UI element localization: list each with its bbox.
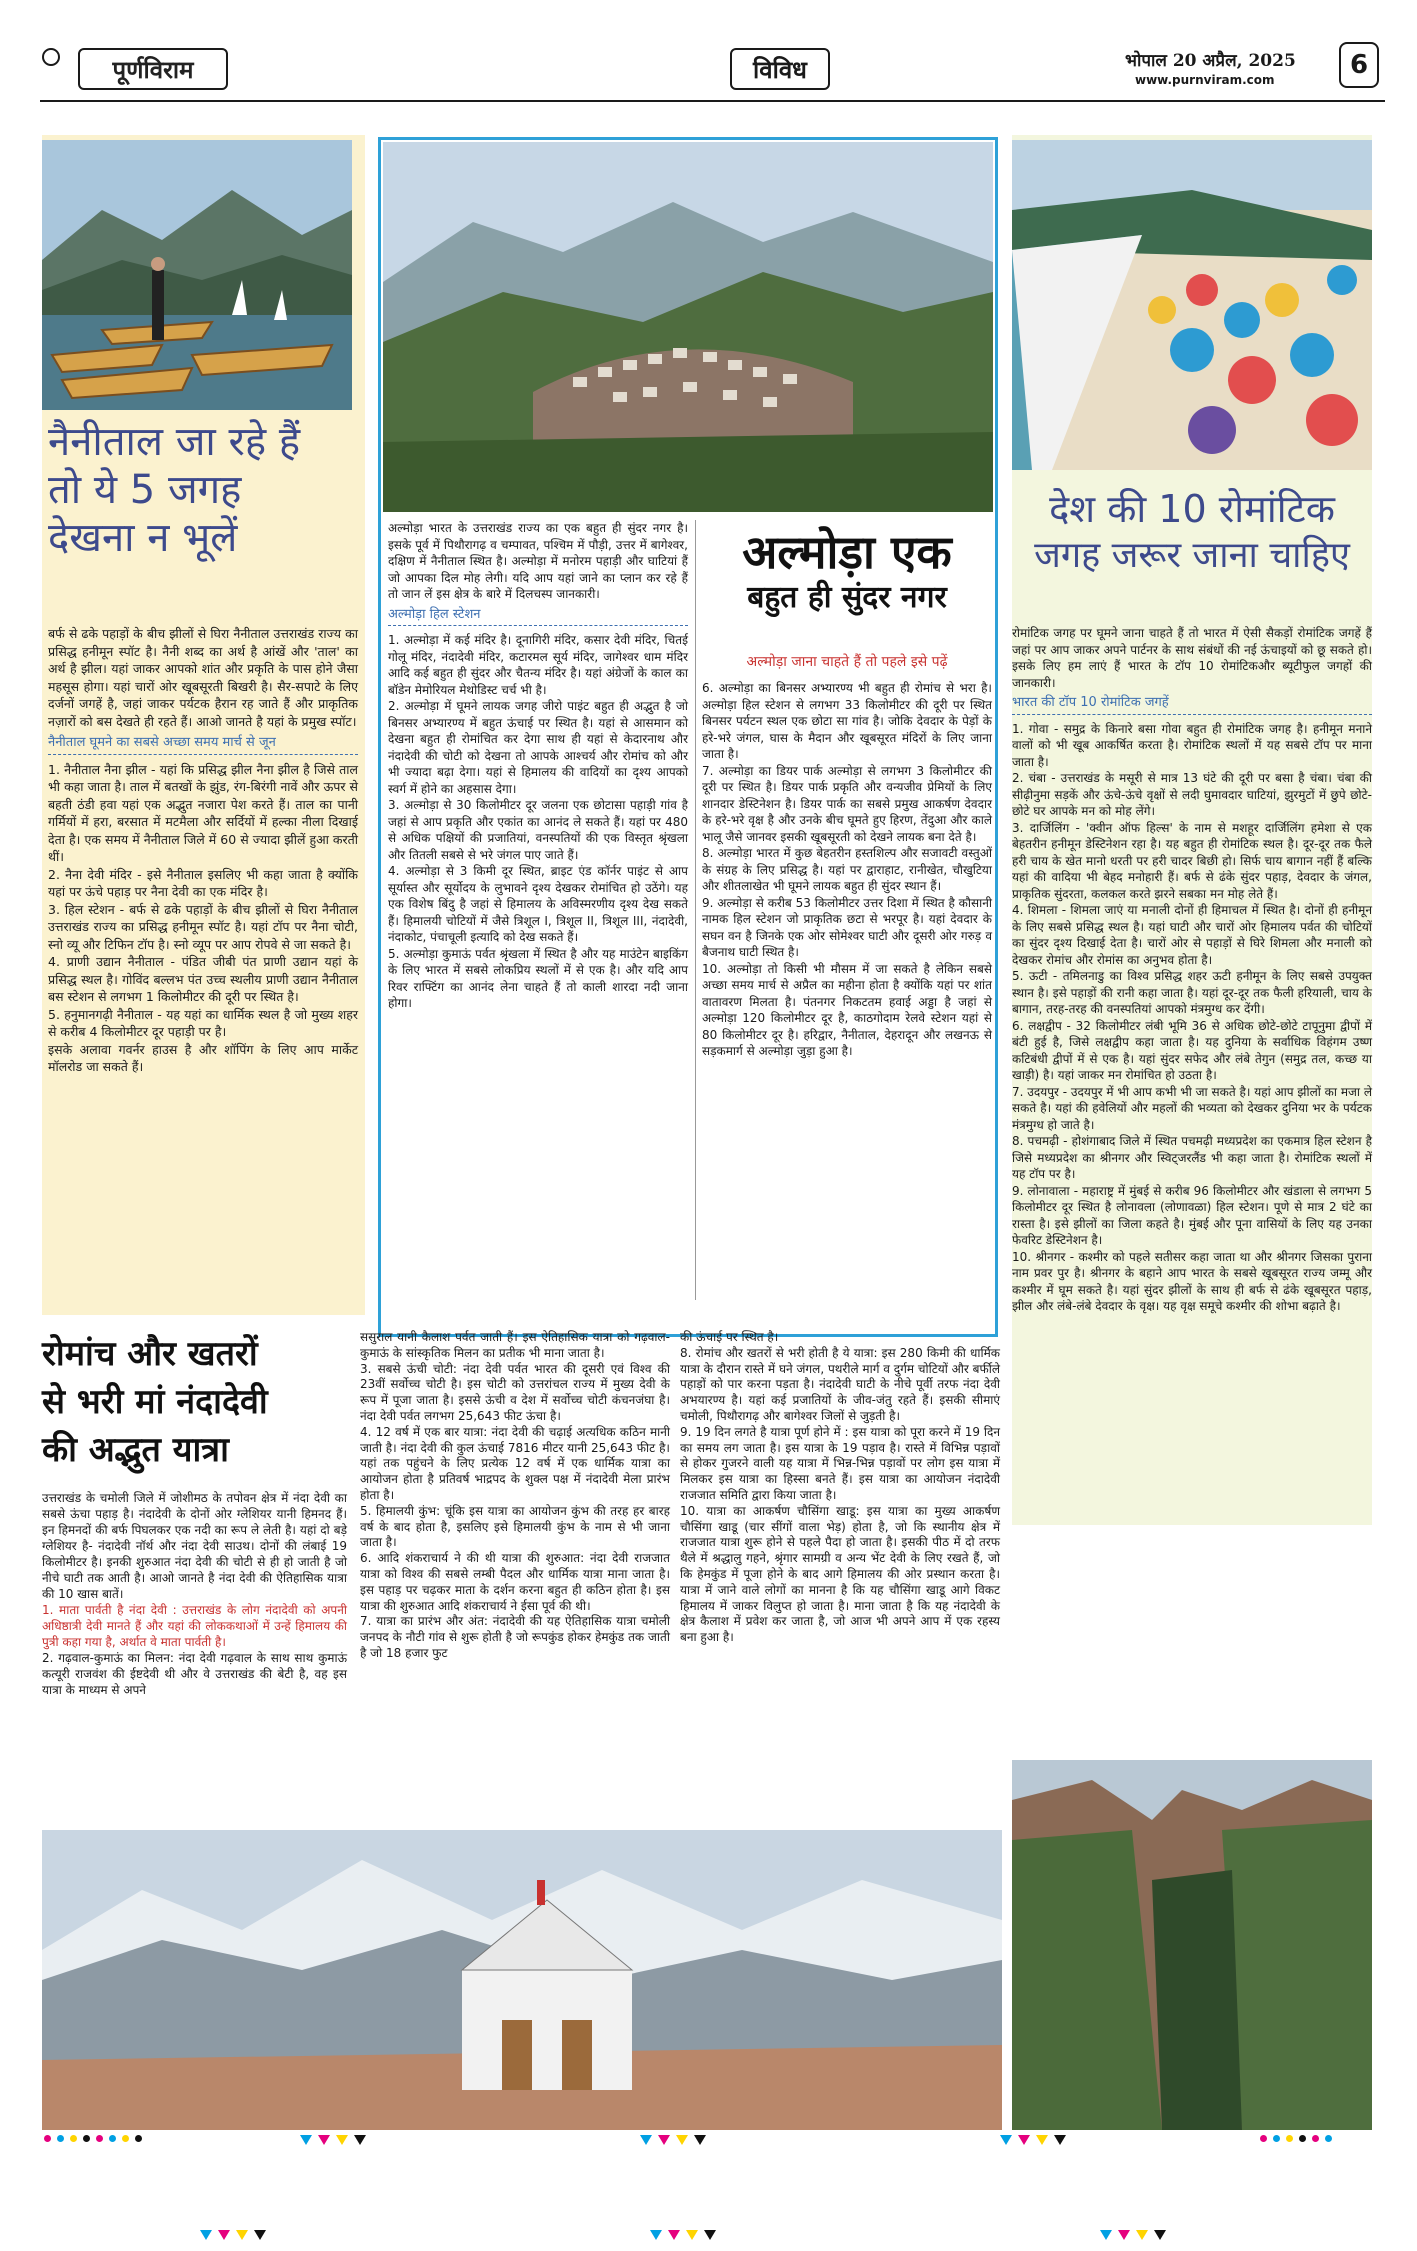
romantic-item: 6. लक्षद्वीप - 32 किलोमीटर लंबी भूमि 36 से अधिक छोटे-छोटे टापूनुमा द्वीपों में बंटी हुई है, जिसे लक्षद्वीप कहा जाता है। यह दुनिया के सर्वाधिक विहंगम उष्ण कटिबंधी द्वीपों में से एक है। यहां सुंदर सफेद और लंबे तेगुन (समुद्र तल, कच्छ या खाड़ी) है। यहां जाकर मन रोमांचित हो उठता है। <box>1012 1018 1372 1082</box>
almora-item: 6. अल्मोड़ा का बिनसर अभ्यारण्य भी बहुत ही रोमांच से भरा है। अल्मोड़ा हिल स्टेशन से लगभग 33 किलोमीटर की दूरी पर स्थित बिनसर पर्यटन स्थल एक छोटा सा गांव है। जोकि देवदार के पेड़ों के हरे-भरे जंगल, घास के मैदान और खूबसूरत मंदिरों के लिए जाना जाता है। <box>702 681 992 761</box>
column-rule <box>695 520 696 1300</box>
almora-item: 7. अल्मोड़ा का डियर पार्क अल्मोड़ा से लगभग 3 किलोमीटर की दूरी पर स्थित है। डियर पार्क प्रकृति और वन्यजीव प्रेमियों के लिए शानदार डेस्टिनेशन है। डियर पार्क का सबसे प्रमुख आकर्षण देवदार के हरे-भरे वृक्ष है और उनके बीच घूमते हुए हिरण, तेंदुआ और काले भालू जैसे जानवर इसकी खूबसूरती को देखने लायक बना देते है। <box>702 763 992 844</box>
printer-color-dots <box>44 2135 142 2142</box>
nanda-item: 1. माता पार्वती है नंदा देवी : उत्तराखंड के लोग नंदादेवी को अपनी अधिष्ठात्री देवी मानते हैं और यहां की लोककथाओं में उन्हें हिमालय की पुत्री कहा गया है, अर्थात वे माता पार्वती है। <box>42 1603 347 1649</box>
nanda-title <box>42 1330 352 1474</box>
nanda-item: 7. यात्रा का प्रारंभ और अंत: नंदादेवी की यह ऐतिहासिक यात्रा चमोली जनपद के नौटी गांव से शुरू होती है जो रूपकुंड होकर हेमकुंड तक जाती है जो 18 हजार फुट <box>360 1614 670 1660</box>
almora-subhead: अल्मोड़ा हिल स्टेशन <box>388 607 688 627</box>
romantic-title <box>1012 485 1372 579</box>
almora-item: 4. अल्मोड़ा से 3 किमी दूर स्थित, ब्राइट एंड कॉर्नर पाइंट से आप सूर्यास्त और सूर्योदय के लुभावने दृश्य देखकर रोमांचित हो उठेंगे। यह एक विशेष बिंदु है जहां से हिमालय के अविस्मरणीय दृश्य देख सकते हैं। हिमालयी चोटियों में जैसे त्रिशूल I, त्रिशूल II, त्रिशूल III, नंदादेवी, नंदाकोट, पंचाचूली इत्यादि को देख सकते हैं। <box>388 864 688 944</box>
almora-col2 <box>702 680 992 1060</box>
nanda-title-line-2: से भरी मां नंदादेवी <box>42 1382 268 1422</box>
goa-beach-photo <box>1012 140 1372 470</box>
section-label: विविध <box>730 48 830 90</box>
almora-kicker: अल्मोड़ा जाना चाहते हैं तो पहले इसे पढ़ें <box>746 654 948 670</box>
nanda-item: 10. यात्रा का आकर्षण चौसिंगा खाडू: इस यात्रा का मुख्य आकर्षण चौसिंगा खाडू (चार सींगों वाला भेड़) होता है, जो कि स्थानीय क्षेत्र में राजजात यात्रा शुरू होने से पहले पैदा हो जाता है। इसकी पीठ में दो तरफ थैले में श्रद्धालु गहने, श्रृंगार सामग्री व अन्य भेंट देवी के लिए रखते हैं, जो कि हेमकुंड में पूजा होने के बाद आगे हिमालय की ओर प्रस्थान करता है। यात्रा में जाने वाले लोगों का मानना है कि यह चौसिंगा खाडू आगे विकट हिमालय में जाकर विलुप्त हो जाता है। माना जाता है कि यह नंदादेवी के क्षेत्र कैलाश में प्रवेश कर जाता है, जो आज भी अपने आप में एक रहस्य बना हुआ है। <box>680 1503 1000 1645</box>
almora-town-photo <box>383 142 993 512</box>
almora-item: 10. अल्मोड़ा तो किसी भी मौसम में जा सकते है लेकिन सबसे अच्छा समय मार्च से अप्रैल का महीना होता है क्योंकि यहां पर शांत वातावरण मिलता है। पंतनगर निकटतम हवाई अड्डा है जहां से अल्मोड़ा 120 किलोमीटर दूर है, काठगोदाम रेलवे स्टेशन यहां से 80 किलोमीटर दूर है। हरिद्वार, नैनीताल, देहरादून और लखनऊ से सड़कमार्ग से अल्मोड़ा जुड़ा हुआ है। <box>702 961 992 1058</box>
almora-item: 9. अल्मोड़ा से करीब 53 किलोमीटर उत्तर दिशा में स्थित है कौसानी नामक हिल स्टेशन जो प्राकृतिक छटा से भरपूर है। यहां देवदार के सघन वन है जिनके एक ओर सोमेश्वर घाटी और दूसरी ओर गरुड़ व बैजनाथ घाटी स्थित है। <box>702 895 992 959</box>
nainital-intro: बर्फ से ढके पहाड़ों के बीच झीलों से घिरा नैनीताल उत्तराखंड राज्य का प्रसिद्ध हनीमून स्पॉट है। नैनी शब्द का अर्थ है आंखें और 'ताल' का अर्थ है झील। यहां जाकर आपको शांत और प्रकृति के पास होने जैसा महसूस होगा। यहां चारों ओर खूबसूरती बिखरी है। सैर-सपाटे के लिए दर्जनों जगहें है, जहां जाकर पर्यटक हैरान रह जाते हैं और प्राकृतिक नज़ारों को बस देखते ही रहते हैं। आओ जानते है यहां के प्रमुख स्पॉट। <box>48 626 358 729</box>
nainital-item: 1. नैनीताल नैना झील - यहां कि प्रसिद्ध झील नैना झील है जिसे ताल भी कहा जाता है। ताल में बतखों के झुंड, रंग-बिरंगी नावें और ऊपर से बहती ठंडी हवा यहां एक अद्भुत नजारा पेश करते हैं। ताल का पानी गर्मियों में हरा, बरसात में मटमैला और सर्दियों में हल्का नीला दिखाई देता है। एक समय में नैनीताल जिले में 60 से ज्यादा झीलें हुआ करती थीं। <box>48 761 358 864</box>
nanda-title-line-3: की अद्भुत यात्रा <box>42 1430 229 1470</box>
romantic-title-line-2: जगह जरूर जाना चाहिए <box>1034 535 1350 576</box>
nanda-para: ससुराल यानी कैलाश पर्वत जाती हैं। इस ऐतिहासिक यात्रा को गढ़वाल-कुमाऊं के सांस्कृतिक मिलन का प्रतीक भी माना जाता है। <box>360 1330 670 1360</box>
nanda-col1 <box>42 1490 347 1698</box>
nanda-para: की ऊंचाई पर स्थित है। <box>680 1330 779 1344</box>
registration-mark-icon <box>42 48 60 66</box>
romantic-item: 9. लोनावाला - महाराष्ट्र में मुंबई से करीब 96 किलोमीटर और खंडाला से लगभग 5 किलोमीटर दूर स्थित है लोनावला (लोणावळा) हिल स्टेशन। पूणे से मात्र 2 घंटे का रास्ता है। इसे झीलों का जिला कहते है। मुंबई और पूना वासियों के लिए यह उनका फेवरिट डेस्टिनेशन है। <box>1012 1183 1372 1247</box>
newspaper-logo: पूर्णविराम <box>78 48 228 90</box>
nainital-title <box>48 418 358 562</box>
romantic-item: 10. श्रीनगर - कश्मीर को पहले सतीसर कहा जाता था और श्रीनगर जिसका पुराना नाम प्रवर पुर है। श्रीनगर के बहाने आप भारत के सबसे खूबसूरत राज्य जम्मू और कश्मीर में घूम सकते है। यहां सुंदर झीलों के साथ ही बर्फ से ढंके खूबसूरत पहाड़, झील और लंबे-लंबे देवदार के वृक्ष। यह वृक्ष समूचे कश्मीर की शोभा बढ़ाते है। <box>1012 1249 1372 1313</box>
almora-title-line-2: बहुत ही सुंदर नगर <box>747 580 947 615</box>
almora-item: 1. अल्मोड़ा में कई मंदिर है। दूनागिरी मंदिर, कसार देवी मंदिर, चितई गोलू मंदिर, नंदादेवी मंदिर, कटारमल सूर्य मंदिर, जागेश्वर धाम मंदिर आदि कई बहुत ही सुंदर और चैतन्य मंदिर है। यहां अंग्रेजों के काल का बॉडेन मेमोरियल मेथोडिस्ट चर्च भी है। <box>388 633 688 697</box>
almora-item: 8. अल्मोड़ा भारत में कुछ बेहतरीन हस्तशिल्प और सजावटी वस्तुओं के संग्रह के लिए प्रसिद्ध है। यहां पर द्वाराहाट, रानीखेत, चौखुटिया और शीतलाखेत भी घूमने लायक बहुत ही सुंदर स्थान हैं। <box>702 846 992 893</box>
romantic-item: 3. दार्जिलिंग - 'क्वीन ऑफ हिल्स' के नाम से मशहूर दार्जिलिंग हमेशा से एक बेहतरीन हनीमून डेस्टिनेशन रहा है। यह बहुत ही रोमांटिक स्थल है। दूर-दूर तक फैले हरी चाय के खेत मानो धरती पर हरी चादर बिछी हो। सिर्फ चाय बागान नहीं हैं बल्कि यहां की वादिया भी बेहद मनोहारी हैं। बर्फ से ढंके सुंदर पहाड़, देवदार के जंगल, प्राकृतिक सुंदरता, कलकल करते झरने सबका मन मोह लेते हैं। <box>1012 820 1372 901</box>
nainital-article <box>48 625 358 1076</box>
almora-item: 3. अल्मोड़ा से 30 किलोमीटर दूर जलना एक छोटासा पहाड़ी गांव है जहां से आप प्रकृति और एकांत का आनंद ले सकते हैं। यहां पर 480 से अधिक पक्षियों की प्रजातियां, वनस्पतियों की एक विस्तृत श्रृंखला और तितली सबसे से भरे जंगल पाए जाते हैं। <box>388 798 688 862</box>
printer-color-triangles <box>1100 2230 1166 2240</box>
almora-item: 5. अल्मोड़ा कुमाऊं पर्वत श्रृंखला में स्थित है और यह माउंटेन बाइकिंग के लिए भारत में सबसे लोकप्रिय स्थलों में से एक है। और यदि आप रिवर राफ्टिंग का आनंद लेना चाहते हैं तो काली शारदा नदी जाना होगा। <box>388 946 688 1010</box>
nanda-item: 8. रोमांच और खतरों से भरी होती है ये यात्रा: इस 280 किमी की धार्मिक यात्रा के दौरान रास्ते में घने जंगल, पथरीले मार्ग व दुर्गम चोटियों और बर्फीले पहाड़ों को पार करना पड़ता है। नंदादेवी घाटी के नीचे पूर्वी तरफ नंदा देवी अभयारण्य है। यहां कई प्रजातियों के जीव-जंतु रहते हैं। इसकी सीमाएं चमोली, पिथौरागढ़ और बागेश्वर जिलों से जुड़ती है। <box>680 1345 1000 1423</box>
printer-color-dots <box>1260 2135 1332 2142</box>
printer-color-triangles <box>640 2135 706 2145</box>
romantic-article <box>1012 625 1372 1315</box>
romantic-item: 2. चंबा - उत्तराखंड के मसूरी से मात्र 13 घंटे की दूरी पर बसा है चंबा। चंबा की सीढ़ीनुमा सड़कें और ऊंचे-ऊंचे वृक्षों से लदी घुमावदार घाटियां, झुरमुटों में छुपे छोटे-छोटे घर आपके मन को मोह लेंगे। <box>1012 771 1372 818</box>
romantic-subhead: भारत की टॉप 10 रोमांटिक जगहें <box>1012 695 1372 715</box>
printer-color-triangles <box>650 2230 716 2240</box>
nanda-col2 <box>360 1330 670 1662</box>
nainital-title-line-2: तो ये 5 जगह <box>48 467 242 513</box>
nainital-subhead: नैनीताल घूमने का सबसे अच्छा समय मार्च से जून <box>48 734 358 755</box>
nanda-col3 <box>680 1330 1000 1646</box>
nainital-title-line-1: नैनीताल जा रहे हैं <box>48 419 301 465</box>
nainital-title-line-3: देखना न भूलें <box>48 515 238 561</box>
almora-intro: अल्मोड़ा भारत के उत्तराखंड राज्य का एक बहुत ही सुंदर नगर है। इसके पूर्व में पिथौरागढ़ व चम्पावत, पश्चिम में पौड़ी, उत्तर में बागेश्वर, दक्षिण में नैनीताल स्थित है। अल्मोड़ा में मनोरम पहाड़ी और घाटियां हैं जो आपका दिल मोह लेगी। यदि आप यहां जाने का प्लान कर रहे हैं तो जान लें इस क्षेत्र के बारे में दिलचस्प जानकारी। <box>388 521 688 601</box>
page-number: 6 <box>1339 42 1379 88</box>
nanda-item: 4. 12 वर्ष में एक बार यात्रा: नंदा देवी की चढ़ाई अत्यधिक कठिन मानी जाती है। नंदा देवी की कुल ऊंचाई 7816 मीटर यानी 25,643 फीट है। यहां तक पहुंचने के लिए प्रत्येक 12 वर्ष में एक धार्मिक यात्रा का आयोजन होता है प्रतिवर्ष भाद्रपद के शुक्ल पक्ष में नंदादेवी मेला प्रारंभ होता है। <box>360 1424 670 1502</box>
almora-title <box>702 525 992 617</box>
nanda-item: 2. गढ़वाल-कुमाऊं का मिलन: नंदा देवी गढ़वाल के साथ साथ कुमाऊं कत्यूरी राजवंश की ईष्टदेवी थी और वे उत्तराखंड की बेटी है, वह इस यात्रा के माध्यम से अपने <box>42 1651 347 1697</box>
almora-intro-block <box>388 520 688 1012</box>
romantic-item: 7. उदयपुर - उदयपुर में भी आप कभी भी जा सकते है। यहां आप झीलों का मजा ले सकते है। यहां की हवेलियों और महलों की भव्यता को देखकर दुनिया भर के पर्यटक मंत्रमुग्ध हो जाते है। <box>1012 1084 1372 1132</box>
website-url: www.purnviram.com <box>1135 73 1275 87</box>
dateline: भोपाल 20 अप्रैल, 2025 <box>1125 51 1296 71</box>
nanda-item: 3. सबसे ऊंची चोटी: नंदा देवी पर्वत भारत की दूसरी एवं विश्व की 23वीं सर्वोच्च चोटी है। इस चोटी को उत्तरांचल राज्य में मुख्य देवी के रूप में पूजा जाता है। इससे ऊंची व देश में सर्वोच्च चोटी कंचनजंघा है। नंदा देवी पर्वत लगभग 25,643 फीट ऊंचा है। <box>360 1361 670 1423</box>
nanda-item: 9. 19 दिन लगते है यात्रा पूर्ण होने में : इस यात्रा को पूरा करने में 19 दिन का समय लग जाता है। इस यात्रा के 19 पड़ाव है। रास्ते में विभिन्न पड़ावों से होकर गुजरने वाली यह यात्रा में भिन्न-भिन्न पड़ावों पर लोग इस यात्रा में मिलकर इस यात्रा का हिस्सा बनते हैं। इस यात्रा का आयोजन नंदादेवी राजजात समिति द्वारा किया जाता है। <box>680 1424 1000 1502</box>
nanda-intro: उत्तराखंड के चमोली जिले में जोशीमठ के तपोवन क्षेत्र में नंदा देवी का सबसे ऊंचा पहाड़ है। नंदादेवी के दोनों ओर ग्लेशियर यानी हिमनद हैं। इन हिमनदों की बर्फ पिघलकर एक नदी का रूप ले लेती है। यहां दो बड़े ग्लेशियर है- नंदादेवी नॉर्थ और नंदा देवी साउथ। दोनों की लंबाई 19 किलोमीटर है। इनकी शुरुआत नंदा देवी की चोटी से ही हो जाती है जो नीचे घाटी तक आती है। आओ जानते है नंदा देवी की ऐतिहासिक यात्रा की 10 खास बातें। <box>42 1491 347 1601</box>
almora-title-line-1: अल्मोड़ा एक <box>742 525 952 579</box>
nainital-item: 3. हिल स्टेशन - बर्फ से ढके पहाड़ों के बीच झीलों से घिरा नैनीताल उत्तराखंड राज्य का प्रसिद्ध हनीमून स्पॉट है। यहां टॉप पर नैना चोटी, स्नो व्यू और टिफिन टॉप है। स्नो व्यूप पर आप रोपवे से जा सकते है। <box>48 901 358 952</box>
romantic-intro: रोमांटिक जगह पर घूमने जाना चाहते हैं तो भारत में ऐसी सैकड़ों रोमांटिक जगहें हैं जहां पर आप जाकर अपने पार्टनर के साथ संबंधों की नई ऊंचाइयों को छू सकते हो। इसके लिए हम लाएं हैं भारत के टॉप 10 रोमांटिकऔर ब्यूटीफुल जगहों की जानकारी। <box>1012 626 1372 690</box>
romantic-item: 4. शिमला - शिमला जाएं या मनाली दोनों ही हिमाचल में स्थित है। दोनों ही हनीमून के लिए सबसे प्रसिद्ध स्थल है। यहां घाटी और चारों ओर हिमालय पर्वत की चोटियों का सुंदर दृश्य दिखाई देता है। चारों ओर से पहाड़ों से घिरे शिमला और मनाली को देखकर रोमांच और रोमांस का अनुभव होता है। <box>1012 903 1372 967</box>
romantic-title-line-1: देश की 10 रोमांटिक <box>1049 487 1335 531</box>
romantic-item: 8. पचमढ़ी - होशंगाबाद जिले में स्थित पचमढ़ी मध्यप्रदेश का एकमात्र हिल स्टेशन है जिसे मध्यप्रदेश का श्रीनगर और स्विट्जरलैंड भी कहा जाता है। रोमांटिक स्थलों में यह टॉप पर है। <box>1012 1134 1372 1181</box>
nainital-item: 5. हनुमानगढ़ी नैनीताल - यह यहां का धार्मिक स्थल है जो मुख्य शहर से करीब 4 किलोमीटर दूर पहाड़ी पर है। <box>48 1006 358 1039</box>
nainital-item: इसके अलावा गवर्नर हाउस है और शॉपिंग के लिए आप मार्केट मॉलरोड जा सकते हैं। <box>48 1041 358 1074</box>
nainital-item: 4. प्राणी उद्यान नैनीताल - पंडित जीबी पंत प्राणी उद्यान यहां के प्रसिद्ध स्थल है। गोविंद बल्लभ पंत उच्च स्थलीय प्राणी उद्यान नैनीताल बस स्टेशन से लगभग 1 किलोमीटर की दूरी पर स्थित है। <box>48 954 358 1004</box>
almora-item: 2. अल्मोड़ा में घूमने लायक जगह जीरो पाइंट बहुत ही अद्भुत है जो बिनसर अभ्यारण्य में बहुत ऊंचाई पर स्थित है। यहां से आसमान को देखना बहुत ही रोमांचित कर देगा साथ ही यहां से केदारनाथ और नंदादेवी की चोटी को देखना तो आपके आश्चर्य और रोमांच को और भी ज्यादा बढ़ा देगा। यहां से हिमालय की वादियों का दृश्य आपको स्वर्ग में होने का अहसास देगा। <box>388 699 688 796</box>
page-header <box>40 40 1385 100</box>
canyon-photo <box>1012 1760 1372 2130</box>
nanda-item: 6. आदि शंकराचार्य ने की थी यात्रा की शुरुआत: नंदा देवी राजजात यात्रा को विश्व की सबसे लम्बी पैदल और धार्मिक यात्रा माना जाता है। इस पहाड़ पर चढ़कर माता के दर्शन करना बहुत ही कठिन होता है। इस यात्रा की शुरुआत आदि शंकराचार्य ने ईसा पूर्व की थी। <box>360 1551 670 1613</box>
header-rule <box>40 100 1385 102</box>
romantic-item: 5. ऊटी - तमिलनाडु का विश्व प्रसिद्ध शहर ऊटी हनीमून के लिए सबसे उपयुक्त स्थान है। इसे पहाड़ों की रानी कहा जाता है। यहां दूर-दूर तक फैली हरियाली, चाय के बागान, तरह-तरह की वनस्पतियां आपको मंत्रमुग्ध कर देंगी। <box>1012 969 1372 1016</box>
printer-color-triangles <box>200 2230 266 2240</box>
nanda-title-line-1: रोमांच और खतरों <box>42 1334 258 1374</box>
nanda-item: 5. हिमालयी कुंभ: चूंकि इस यात्रा का आयोजन कुंभ की तरह हर बारह वर्ष के बाद होता है, इसलिए इसे हिमालयी कुंभ के नाम से भी जाना जाता है। <box>360 1503 670 1550</box>
nainital-lake-photo <box>42 140 352 410</box>
nainital-item: 2. नैना देवी मंदिर - इसे नैनीताल इसलिए भी कहा जाता है क्योंकि यहां पर ऊंचे पहाड़ पर नैना देवी का एक मंदिर है। <box>48 866 358 899</box>
printer-color-triangles <box>300 2135 366 2145</box>
printer-color-triangles <box>1000 2135 1066 2145</box>
nanda-devi-temple-photo <box>42 1830 1002 2130</box>
romantic-item: 1. गोवा - समुद्र के किनारे बसा गोवा बहुत ही रोमांटिक जगह है। हनीमून मनाने वालों को भी खूब आकर्षित करता है। रोमांटिक स्थलों में यह सबसे टॉप पर माना जाता है। <box>1012 721 1372 769</box>
